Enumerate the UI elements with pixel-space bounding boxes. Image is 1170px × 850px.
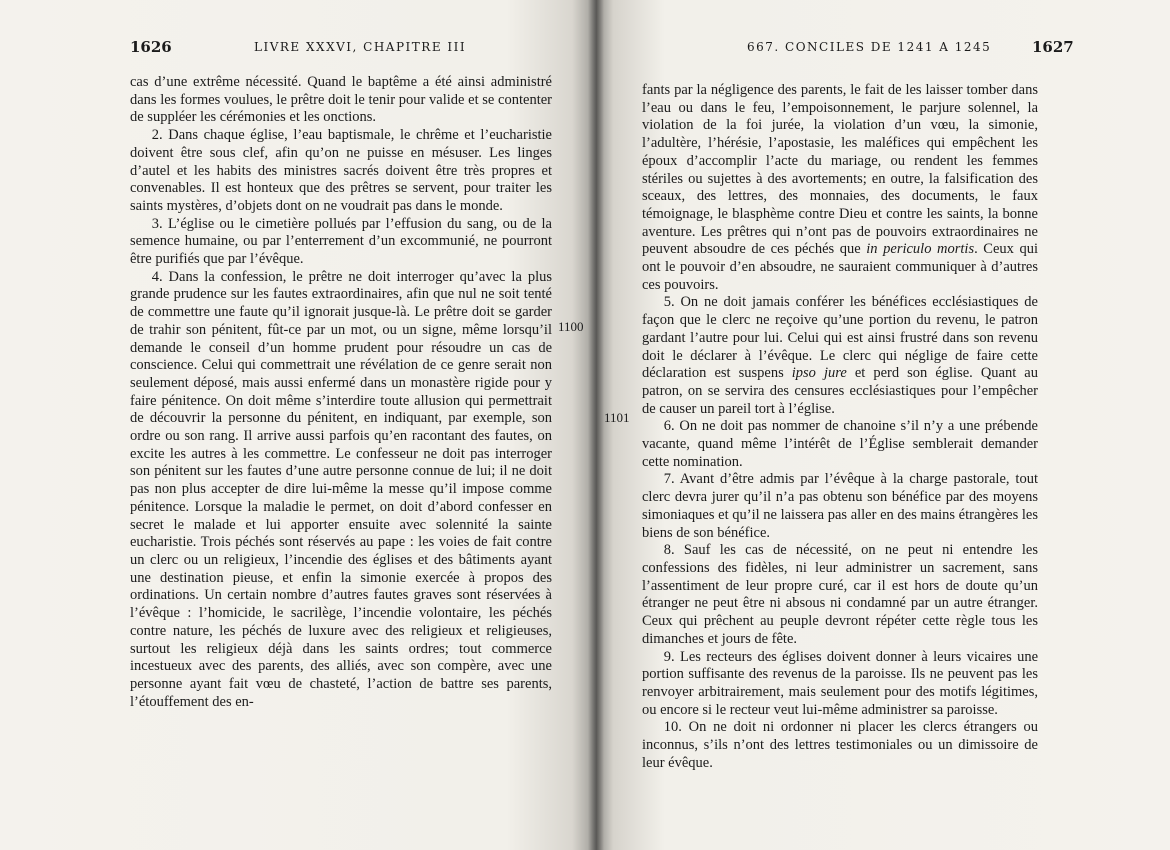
right-page	[596, 0, 1170, 850]
paragraph: 3. L’église ou le cimetière pollués par l’effusion du sang, ou de la semence humaine, ou par l’enterrement d’un excommunié, ne pourront être purifiés que par l’évêque.	[130, 215, 552, 268]
page-number-left: 1626	[130, 38, 172, 56]
paragraph: 2. Dans chaque église, l’eau baptismale, le chrême et l’eucharistie doivent être sous clef, afin qu’on ne puisse en mésuser. Les linges d’autel et les habits des ministres sacrés doivent être très propres et convenables. Il est honteux que des prêtres se servent, pour traiter les saints mystères, d’objets dont on ne voudrait pas dans le monde.	[130, 127, 552, 214]
paragraph: 4. Dans la confession, le prêtre ne doit interroger qu’avec la plus grande prudence sur les fautes extraordinaires, afin que nul ne soit tenté de commettre une faute qu’il ignorait jusque-là. Le prêtre doit se garder de trahir son pénitent, fût-ce par un mot, ou un signe, même lorsqu’il demande le conseil d’un homme prudent pour résoudre un cas de conscience. Celui qui commettrait une révélation de ce genre serait non seulement déposé, mais aussi enfermé dans un monastère rigide pour y faire pénitence. On doit même s’interdire toute allusion qui permettrait de découvrir la personne du pénitent, en indiquant, par exemple, son ordre ou son rang. Il arrive aussi parfois qu’en racontant des fautes, on excite les autres à les commettre. Le confesseur ne doit pas interroger son pénitent sur les fautes d’une autre personne connue de lui; il ne doit pas non plus accepter de dire lui-même la messe qu’il impose comme pénitence. Lorsque la maladie le permet, on doit d’abord confesser en secret le malade et lui apporter ensuite avec solennité la sainte eucharistie. Trois péchés sont réservés au pape : les voies de fait contre un clerc ou un religieux, l’incendie des églises et des bâtiments ayant une destination pieuse, et enfin la simonie exercée à propos des ordinations. Un certain nombre d’autres fautes graves sont réservées à l’évêque : l’homicide, le sacrilège, l’incendie volontaire, les péchés contre nature, les péchés de luxure avec des religieux et religieuses, surtout les religieux déjà dans les saints ordres; tout commerce incestueux avec des parents, des alliés, avec son compère, avec une personne ayant fait vœu de chasteté, l’action de battre ses parents, l’étouffement des en-	[130, 268, 552, 710]
right-page-body	[642, 82, 1038, 772]
margin-note-1101: 1101	[604, 410, 630, 425]
paragraph-text: fants par la négligence des parents, le fait de les laisser tomber dans l’eau ou dans le feu, l’empoisonnement, le parjure solennel, la violation de la foi jurée, la violation d’un vœu, la simonie, l’adultère, l’hérésie, l’apostasie, les maléfices qui empêchent les époux d’accomplir l’acte du mariage, ou rendent les femmes stériles ou sujettes à des avortements; en outre, la falsification des sceaux, des lettres, des monnaies, des documents, le faux témoignage, le blasphème contre Dieu et contre les saints, la bonne aventure. Les prêtres qui n’ont pas de pouvoirs extraordinaires ne peuvent absoudre de ces péchés que	[642, 82, 1038, 258]
paragraph	[642, 82, 1038, 294]
book-gutter	[588, 0, 604, 850]
paragraph: 6. On ne doit pas nommer de chanoine s’il n’y a une prébende vacante, quand même l’intérêt de l’Église semblerait demander cette nomination.	[642, 418, 1038, 470]
paragraph: cas d’une extrême nécessité. Quand le baptême a été ainsi administré dans les formes voulues, le prêtre doit le tenir pour valide et se contenter de suppléer les cérémonies et les onctions.	[130, 74, 552, 126]
page-number-right: 1627	[1032, 38, 1074, 56]
running-head-right: 667. CONCILES DE 1241 A 1245	[747, 40, 992, 54]
latin-phrase: ipso jure	[791, 365, 847, 382]
paragraph-text: et perd son église. Quant au patron, on se servira des censures ecclésiastiques pour l’empêcher de causer un pareil tort à l’église.	[642, 365, 1038, 417]
paragraph: 10. On ne doit ni ordonner ni placer les clercs étrangers ou inconnus, s’ils n’ont des lettres testimoniales ou un dimissoire de leur évêque.	[642, 719, 1038, 771]
paragraph: 9. Les recteurs des églises doivent donner à leurs vicaires une portion suffisante des revenus de la paroisse. Ils ne peuvent pas les renvoyer arbitrairement, mais seulement pour des motifs légitimes, ou encore si le recteur veut lui-même administrer sa paroisse.	[642, 648, 1038, 718]
running-head-left: LIVRE XXXVI, CHAPITRE III	[254, 40, 467, 54]
paragraph-text: 5. On ne doit jamais conférer les bénéfices ecclésiastiques de façon que le clerc ne reçoive qu’une portion du revenu, le patron gardant l’autre pour lui. Celui qui est ainsi frustré dans son revenu doit le déclarer à l’évêque. Le clerc qui néglige de faire cette déclaration est suspens	[642, 294, 1038, 382]
paragraph: 7. Avant d’être admis par l’évêque à la charge pastorale, tout clerc devra jurer qu’il n’a pas obtenu son bénéfice par des moyens simoniaques et qu’il ne laissera pas aller en des mains étrangères les biens de son bénéfice.	[642, 471, 1038, 541]
left-page-body	[130, 74, 552, 711]
paragraph-text: . Ceux qui ont le pouvoir d’en absoudre, ne sauraient communiquer à d’autres ces pouvoirs.	[642, 241, 1038, 293]
paragraph: 8. Sauf les cas de nécessité, on ne peut ni entendre les confessions des fidèles, ni leur administrer un sacrement, sans l’assentiment de leur propre curé, car il est hors de doute qu’un étranger ne peut être ni absous ni condamné par un autre étranger. Ceux qui prêchent au peuple devront répéter cette règle tous les dimanches et jours de fête.	[642, 542, 1038, 647]
paragraph	[642, 294, 1038, 418]
latin-phrase: in periculo mortis	[866, 241, 975, 258]
margin-note-1100: 1100	[558, 319, 584, 334]
